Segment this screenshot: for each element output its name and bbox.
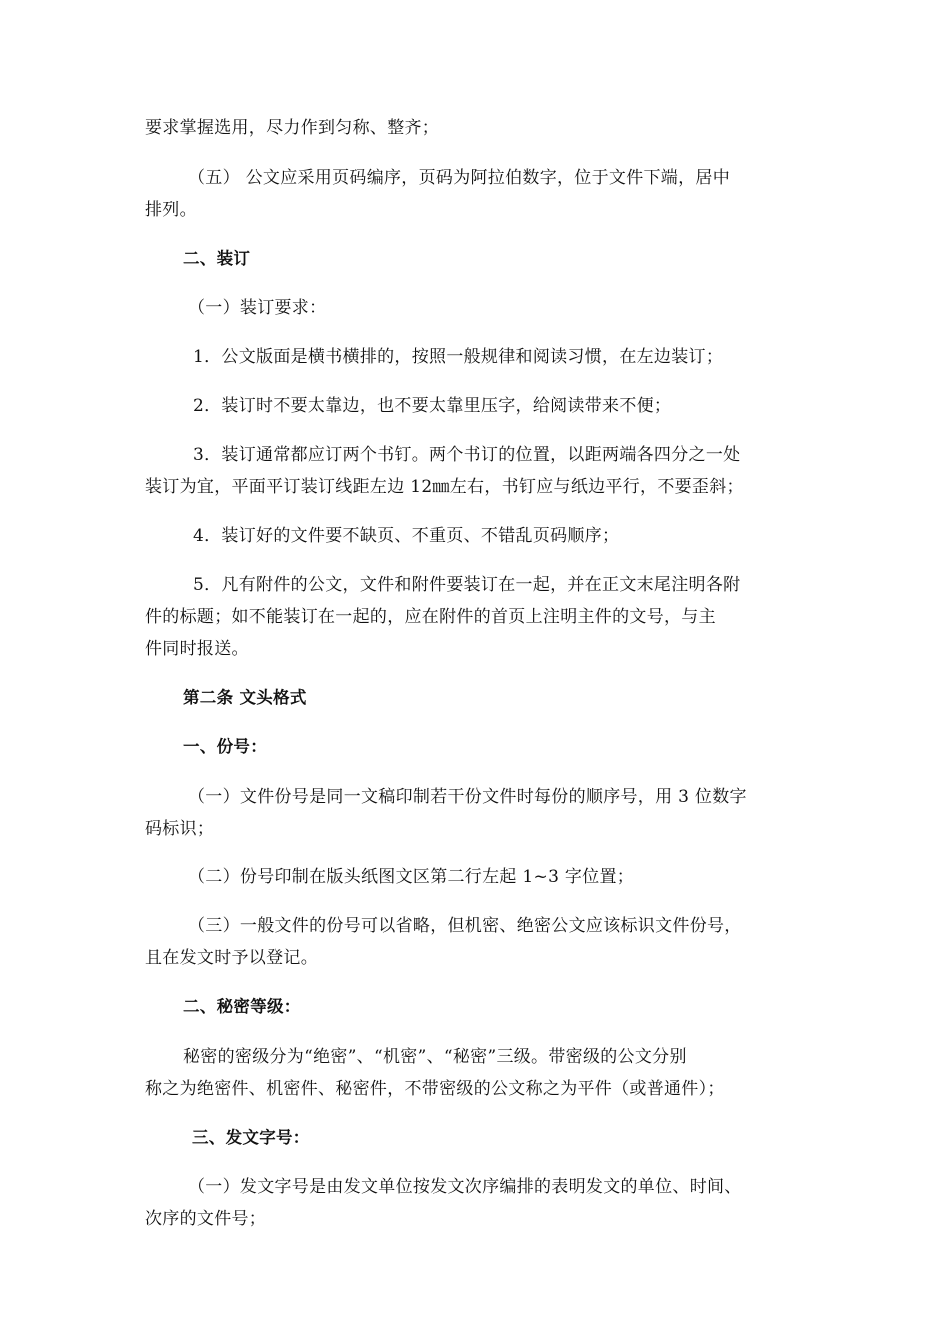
section-heading: 一、份号： xyxy=(183,737,267,756)
paragraph-line: （二）份号印制在版头纸图文区第二行左起 1~3 字位置； xyxy=(188,867,635,887)
article-heading: 第二条 文头格式 xyxy=(183,688,307,707)
paragraph-line: （五） 公文应采用页码编序，页码为阿拉伯数字，位于文件下端，居中 xyxy=(188,168,731,188)
paragraph-line: 装订为宜，平面平订装订线距左边 12㎜左右，书钉应与纸边平行，不要歪斜； xyxy=(145,477,744,497)
paragraph-line: 码标识； xyxy=(145,819,215,839)
list-item: 3．装订通常都应订两个书钉。两个书订的位置，以距两端各四分之一处 xyxy=(193,445,741,465)
list-item: 1．公文版面是横书横排的，按照一般规律和阅读习惯，在左边装订； xyxy=(193,347,724,367)
paragraph-line: 且在发文时予以登记。 xyxy=(145,948,318,968)
paragraph-line: 秘密的密级分为“绝密”、“机密”、“秘密”三级。带密级的公文分别 xyxy=(183,1047,687,1067)
paragraph-line: （一）发文字号是由发文单位按发文次序编排的表明发文的单位、时间、 xyxy=(188,1177,742,1197)
paragraph-line: 件同时报送。 xyxy=(145,639,249,659)
section-heading: 二、秘密等级： xyxy=(183,997,301,1016)
paragraph-line: 次序的文件号； xyxy=(145,1209,267,1229)
section-heading: 三、发文字号： xyxy=(192,1128,310,1147)
list-item: 2．装订时不要太靠边，也不要太靠里压字，给阅读带来不便； xyxy=(193,396,672,416)
list-item: 4．装订好的文件要不缺页、不重页、不错乱页码顺序； xyxy=(193,526,620,546)
paragraph-line: （一）文件份号是同一文稿印制若干份文件时每份的顺序号，用 3 位数字 xyxy=(188,787,747,807)
paragraph-line: 称之为绝密件、机密件、秘密件，不带密级的公文称之为平件（或普通件）； xyxy=(145,1079,725,1099)
paragraph-line: （一）装订要求： xyxy=(188,298,327,318)
paragraph-line: （三）一般文件的份号可以省略，但机密、绝密公文应该标识文件份号， xyxy=(188,916,742,936)
paragraph-line: 件的标题；如不能装订在一起的，应在附件的首页上注明主件的文号，与主 xyxy=(145,607,716,627)
list-item: 5．凡有附件的公文，文件和附件要装订在一起，并在正文末尾注明各附 xyxy=(193,575,741,595)
paragraph-line: 排列。 xyxy=(145,200,197,220)
paragraph-line: 要求掌握选用，尽力作到匀称、整齐； xyxy=(145,118,440,138)
section-heading: 二、装订 xyxy=(183,249,251,268)
